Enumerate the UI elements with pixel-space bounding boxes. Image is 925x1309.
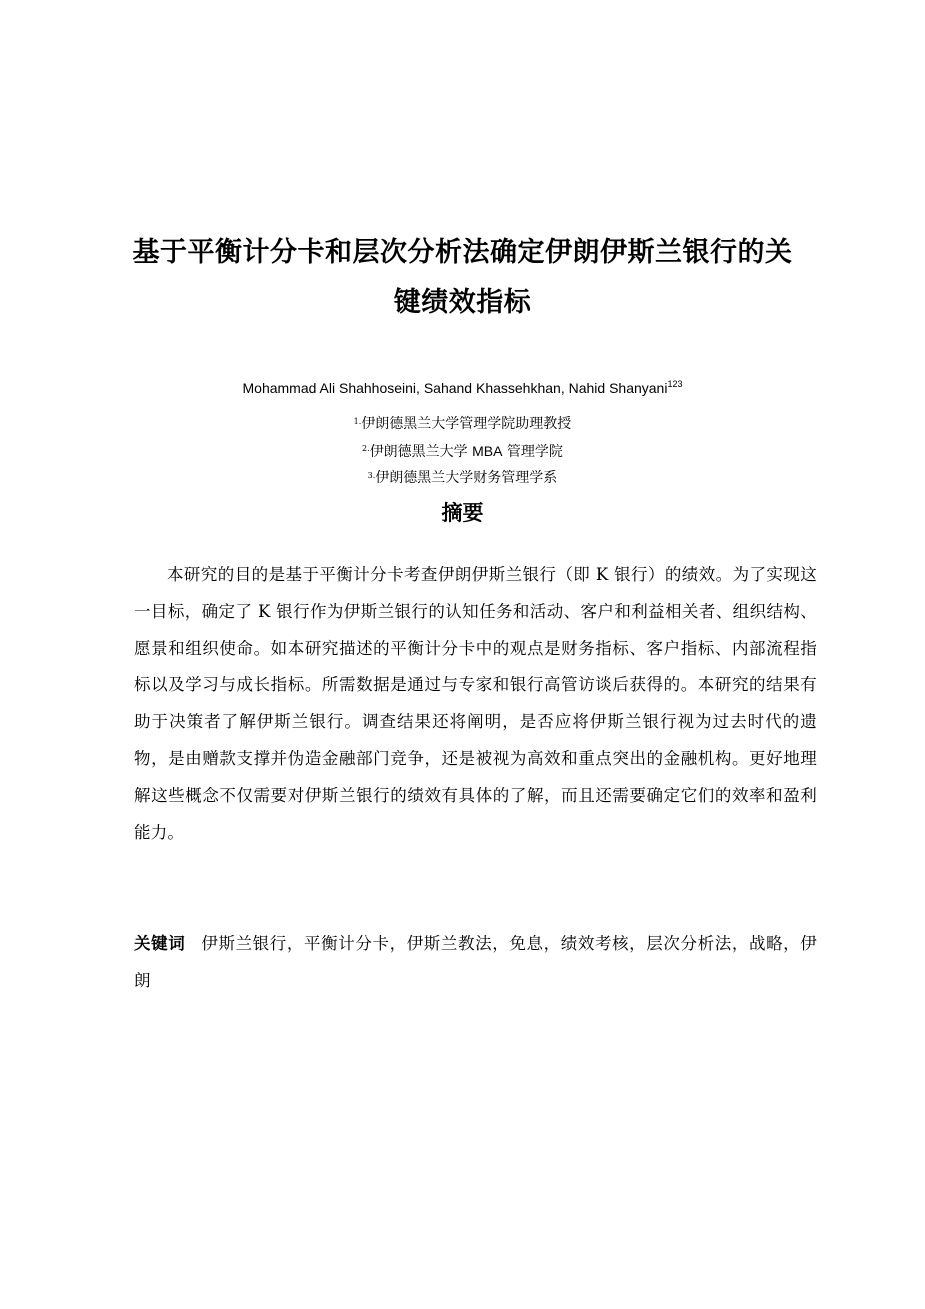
abstract-body: 本研究的目的是基于平衡计分卡考查伊朗伊斯兰银行（即 K 银行）的绩效。为了实现这一目标，确定了 K 银行作为伊斯兰银行的认知任务和活动、客户和利益相关者、组织结构、愿景和组织使命。如本研究描述的平衡计分卡中的观点是财务指标、客户指标、内部流程指标以及学习与成长指标。所需数据是通过与专家和银行高管访谈后获得的。本研究的结果有助于决策者了解伊斯兰银行。调查结果还将阐明，是否应将伊斯兰银行视为过去时代的遗物，是由赠款支撑并伪造金融部门竞争，还是被视为高效和重点突出的金融机构。更好地理解这些概念不仅需要对伊斯兰银行的绩效有具体的了解，而且还需要确定它们的效率和盈利能力。 (134, 565, 817, 842)
author-superscript: 123 (667, 379, 683, 389)
keywords-paragraph (134, 926, 817, 1000)
keywords-text: 伊斯兰银行，平衡计分卡，伊斯兰教法，免息，绩效考核，层次分析法，战略，伊朗 (134, 934, 817, 990)
paper-title: 基于平衡计分卡和层次分析法确定伊朗伊斯兰银行的关键绩效指标 (132, 237, 793, 318)
affiliation-2-text-before: 伊朗德黑兰大学 (369, 444, 473, 460)
affiliation-1-text: 伊朗德黑兰大学管理学院助理教授 (361, 416, 572, 432)
keywords-label: 关键词 (134, 934, 186, 953)
affiliation-3-marker: 3. (367, 471, 376, 480)
affiliation-2-marker: 2. (362, 444, 370, 453)
affiliation-2-text-after: 管理学院 (502, 444, 563, 460)
affiliation-2 (0, 441, 925, 462)
affiliation-1-marker: 1. (353, 417, 362, 426)
affiliation-3-text: 伊朗德黑兰大学财务管理学系 (375, 470, 558, 486)
affiliation-2-latin: MBA (472, 443, 503, 459)
author-list (0, 378, 925, 398)
abstract-heading: 摘要 (441, 501, 484, 525)
author-names: Mohammad Ali Shahhoseini, Sahand Khassehkhan, Nahid Shanyani (242, 380, 668, 396)
affiliation-1 (0, 414, 925, 434)
affiliation-3 (0, 468, 925, 488)
